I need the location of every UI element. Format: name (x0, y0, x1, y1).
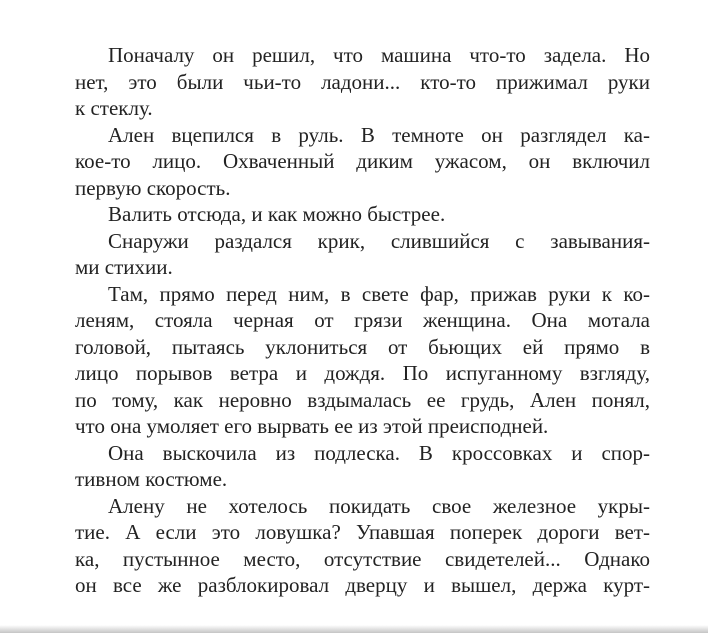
paragraph-7 (75, 493, 650, 599)
paragraph-3 (75, 201, 650, 228)
text-line: что она умоляет его вырвать ее из этой преисподней. (75, 414, 549, 438)
text-line: первую скорость. (75, 175, 231, 200)
paragraph-4 (75, 228, 650, 281)
text-line: Она выскочила из подлеска. В кроссовках и спор- (108, 440, 650, 465)
text-line: Валить отсюда, и как можно быстрее. (108, 202, 446, 226)
paragraph-2 (75, 122, 650, 202)
text-line: тие. А если это ловушка? Упавшая поперек дороги вет- (75, 520, 650, 544)
text-line: тивном костюме. (75, 467, 228, 491)
text-line: Поначалу он решил, что машина что-то задела. Но (108, 43, 650, 67)
text-line: Ален вцепился в руль. В темноте он разглядел ка- (108, 122, 650, 147)
text-line: ка, пустынное место, отсутствие свидетелей... Однако (75, 546, 650, 571)
text-line: Алену не хотелось покидать свое железное укры- (108, 493, 650, 518)
text-line: он все же разблокировал дверцу и вышел, держа курт- (75, 573, 650, 597)
text-line: леням, стояла черная от грязи женщина. Она мотала (75, 308, 650, 332)
text-line: Снаружи раздался крик, слившийся с завывания- (108, 228, 650, 253)
text-line: к стеклу. (75, 96, 153, 120)
paragraph-5 (75, 281, 650, 440)
text-line: по тому, как неровно вздымалась ее грудь, Ален понял, (75, 387, 650, 412)
text-line: кое-то лицо. Охваченный диким ужасом, он включил (75, 149, 650, 173)
text-line: ми стихии. (75, 255, 173, 279)
page-edge-shadow (0, 625, 708, 633)
body-text (75, 42, 650, 599)
text-line: лицо порывов ветра и дождя. По испуганному взгляду, (75, 361, 650, 385)
paragraph-1 (75, 42, 650, 122)
text-line: головой, пытаясь уклониться от бьющих ей прямо в (75, 334, 650, 359)
text-line: Там, прямо перед ним, в свете фар, прижав руки к ко- (108, 281, 650, 306)
paragraph-6 (75, 440, 650, 493)
text-line: нет, это были чьи-то ладони... кто-то прижимал руки (75, 69, 650, 94)
